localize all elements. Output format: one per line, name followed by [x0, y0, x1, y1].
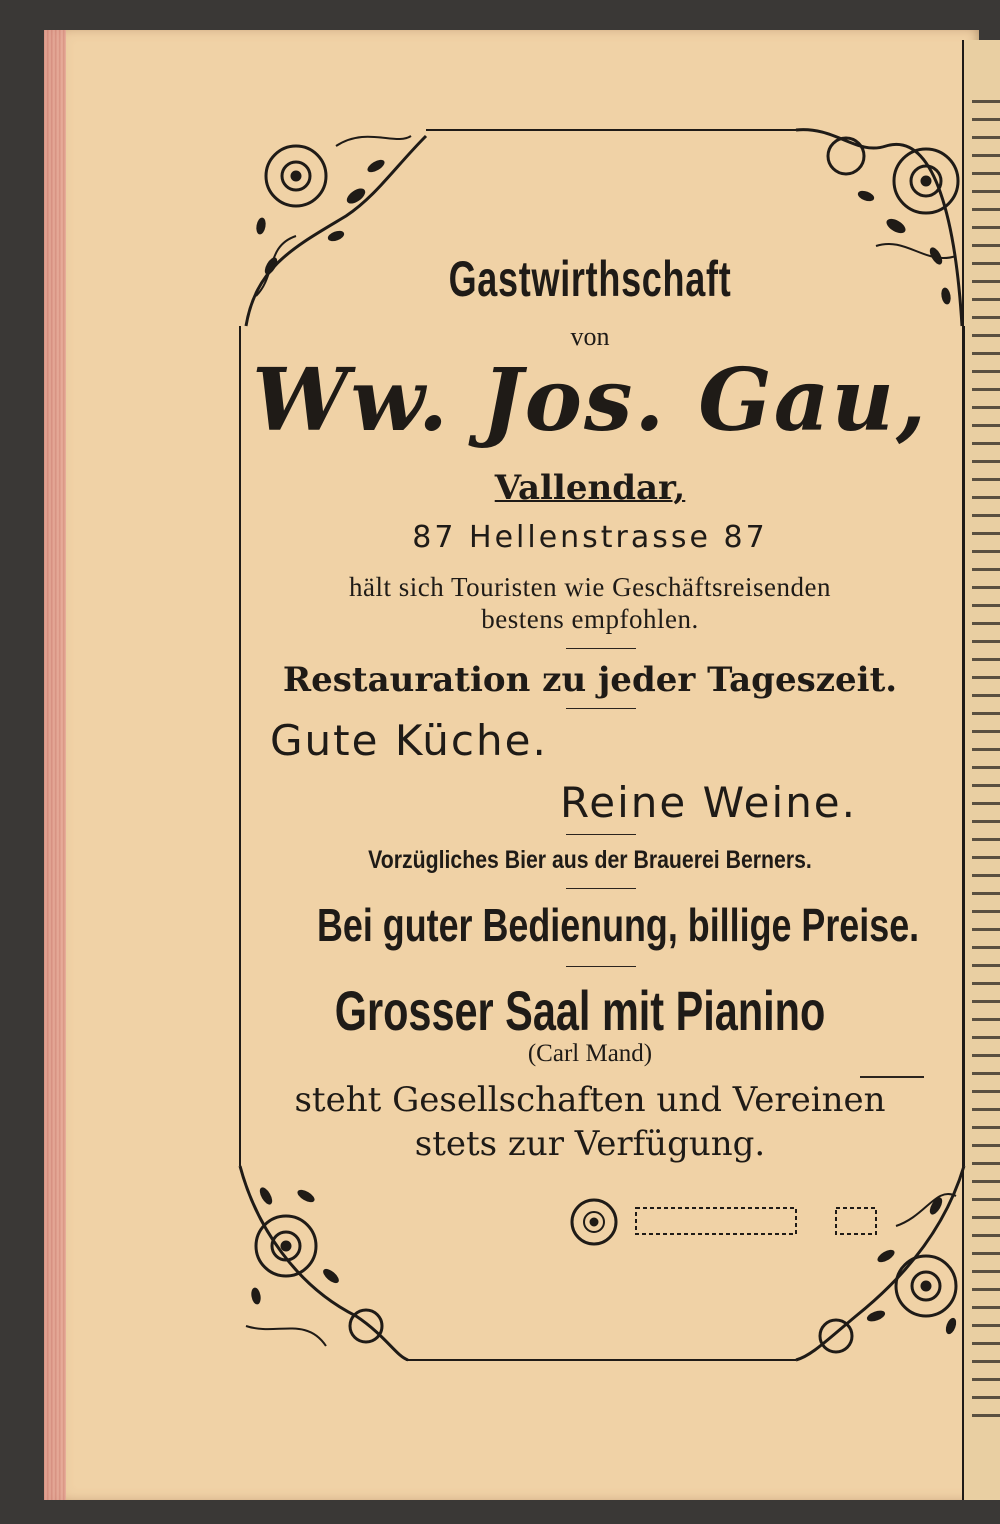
divider-rule-short — [860, 1076, 924, 1078]
bottom-rosette — [572, 1200, 876, 1244]
street-address: 87 Hellenstrasse 87 — [412, 520, 768, 555]
restauration-line: Restauration zu jeder Tageszeit. — [282, 660, 898, 700]
town-name: Vallendar, — [494, 468, 686, 508]
corner-ornament-bottom-left — [240, 1166, 408, 1360]
hall-line: Grosser Saal mit Pianino — [334, 979, 826, 1042]
divider-rule — [566, 966, 636, 967]
divider-rule — [566, 708, 636, 709]
service-line: Bei guter Bedienung, billige Preise. — [317, 899, 920, 951]
divider-rule — [566, 888, 636, 889]
recommendation-line-1: hält sich Touristen wie Geschäftsreisenden — [349, 572, 831, 602]
preposition: von — [570, 322, 610, 351]
piano-maker-line: (Carl Mand) — [527, 1040, 653, 1067]
page-edge — [44, 30, 66, 1500]
business-type-heading: Gastwirthschaft — [448, 251, 732, 307]
owner-name: Ww. Jos. Gau, — [252, 350, 928, 451]
divider-rule — [566, 648, 636, 649]
corner-ornament-bottom-right — [796, 1166, 964, 1360]
divider-rule — [566, 834, 636, 835]
beer-line: Vorzügliches Bier aus der Brauerei Berners. — [368, 846, 812, 874]
facing-page-pattern — [972, 100, 1000, 1420]
wines-line: Reine Weine. — [560, 778, 857, 827]
recommendation-line-2: bestens empfohlen. — [481, 604, 699, 634]
availability-line-2: stets zur Verfügung. — [414, 1124, 766, 1164]
availability-line-1: steht Gesellschaften und Vereinen — [294, 1080, 886, 1120]
kitchen-line: Gute Küche. — [270, 716, 548, 765]
